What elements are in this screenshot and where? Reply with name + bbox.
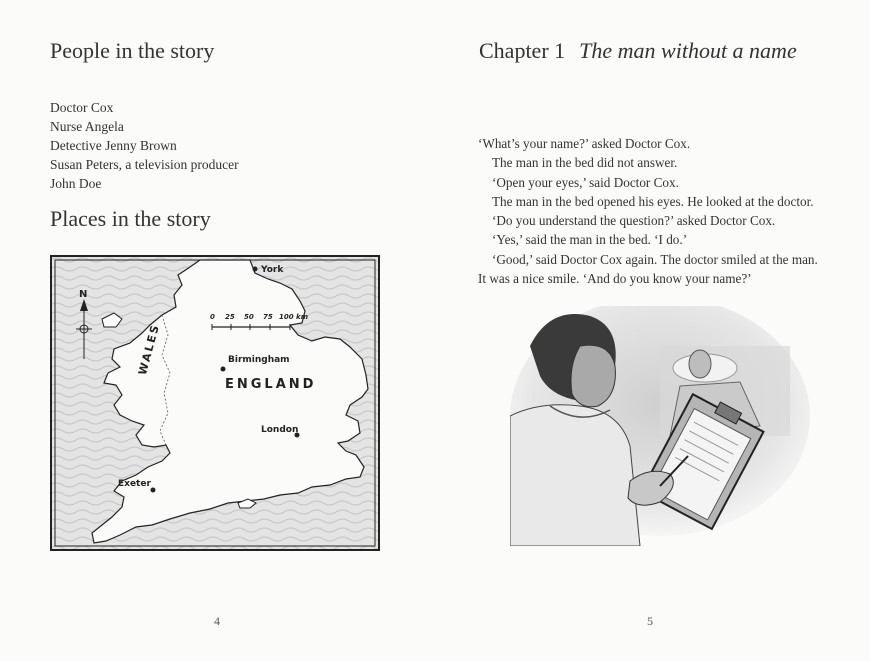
exeter-dot bbox=[151, 488, 156, 493]
scale-tick-100: 100 km bbox=[279, 313, 308, 321]
page-number: 5 bbox=[647, 614, 653, 628]
map bbox=[50, 255, 380, 551]
paragraph: The man in the bed did not answer. bbox=[492, 155, 678, 171]
paragraph: ‘What’s your name?’ asked Doctor Cox. bbox=[478, 136, 691, 151]
map-graphic bbox=[50, 255, 380, 551]
city-birmingham: Birmingham bbox=[228, 355, 290, 365]
scale-tick-0: 0 bbox=[210, 313, 215, 321]
region-wales: WALES bbox=[136, 322, 163, 377]
city-london: London bbox=[261, 425, 299, 435]
illustration bbox=[510, 306, 810, 586]
chapter-heading bbox=[479, 38, 797, 64]
list-item: Nurse Angela bbox=[50, 119, 124, 134]
list-item: Susan Peters, a television producer bbox=[50, 157, 239, 172]
right-page bbox=[435, 0, 870, 661]
patient-head bbox=[689, 350, 711, 378]
chapter-title: The man without a name bbox=[579, 38, 797, 63]
york-dot bbox=[253, 267, 258, 272]
people-list bbox=[50, 98, 239, 193]
list-item: John Doe bbox=[50, 176, 102, 191]
list-item: Doctor Cox bbox=[50, 100, 114, 115]
paragraph: ‘Do you understand the question?’ asked Doctor Cox. bbox=[492, 213, 776, 229]
scale-tick-75: 75 bbox=[263, 313, 273, 321]
list-item: Detective Jenny Brown bbox=[50, 138, 177, 153]
paragraph: ‘Yes,’ said the man in the bed. ‘I do.’ bbox=[492, 232, 688, 248]
city-exeter: Exeter bbox=[118, 479, 151, 489]
city-york: York bbox=[261, 265, 284, 275]
places-heading: Places in the story bbox=[50, 206, 211, 231]
chapter-label: Chapter 1 bbox=[479, 38, 566, 63]
birmingham-dot bbox=[221, 367, 226, 372]
doctor-patient-illustration bbox=[510, 306, 810, 546]
doctor-coat bbox=[510, 405, 640, 546]
paragraph: ‘Open your eyes,’ said Doctor Cox. bbox=[492, 174, 679, 190]
map-north-label: N bbox=[79, 289, 88, 300]
region-england: ENGLAND bbox=[225, 377, 317, 392]
page-number: 4 bbox=[214, 614, 220, 628]
story-text bbox=[478, 134, 828, 288]
scale-tick-25: 25 bbox=[225, 313, 235, 321]
scale-tick-50: 50 bbox=[244, 313, 254, 321]
people-heading: People in the story bbox=[50, 38, 215, 63]
paragraph: The man in the bed opened his eyes. He looked at the doctor. bbox=[492, 193, 814, 209]
doctor-face bbox=[571, 345, 615, 407]
paragraph: ‘Good,’ said Doctor Cox again. The doctor smiled at the man. It was a nice smile. ‘And do you know your name?’ bbox=[478, 251, 818, 287]
